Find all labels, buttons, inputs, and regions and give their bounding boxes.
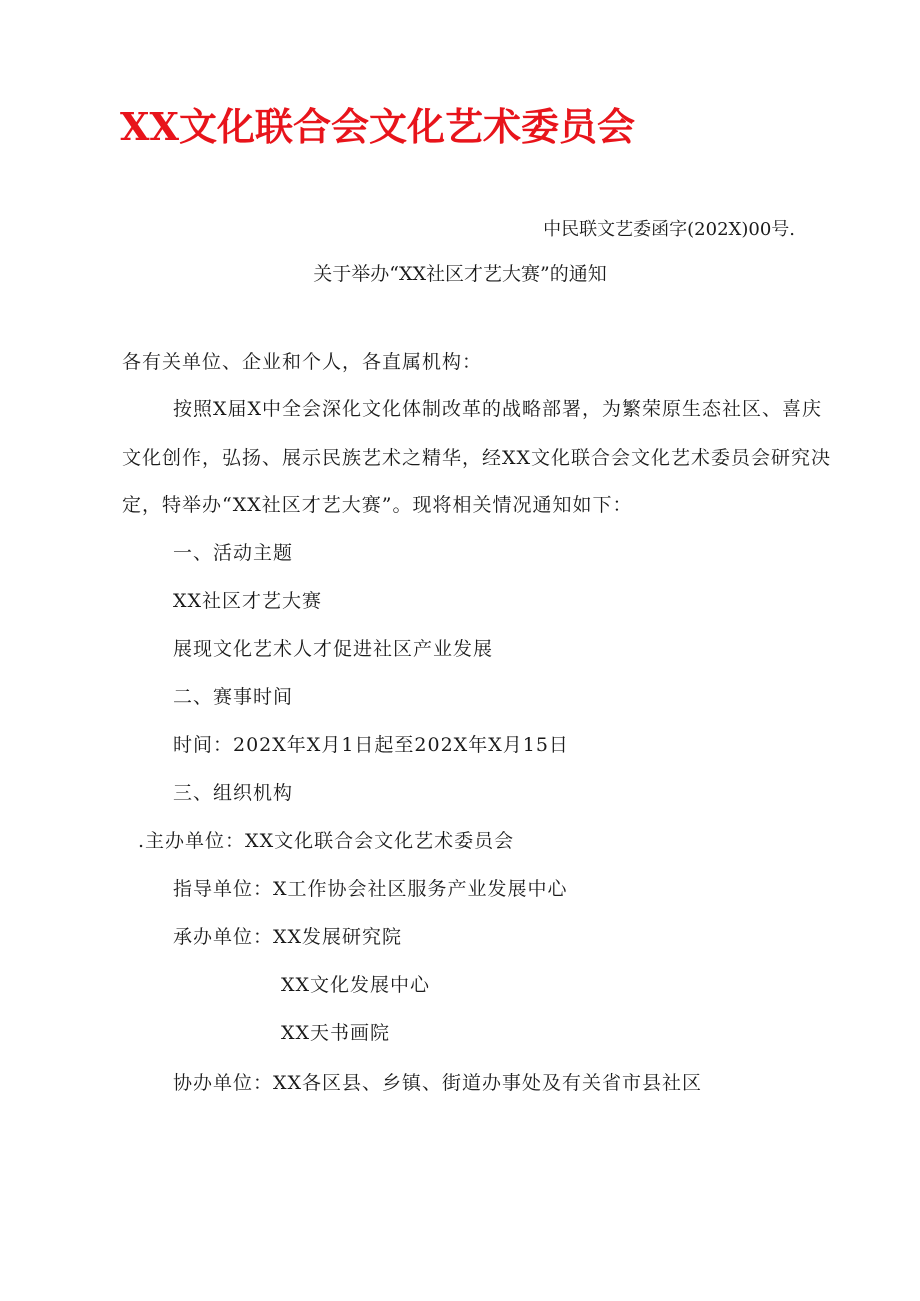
notice-title-text: 关于举办“XX社区才艺大赛”的通知 xyxy=(313,263,607,285)
section-heading-theme: 一、活动主题 xyxy=(173,542,294,564)
undertake-unit-line-3: XX天书画院 xyxy=(281,1022,391,1044)
organization-header-title: XX文化联合会文化艺术委员会 xyxy=(120,104,635,149)
section-heading-time: 二、赛事时间 xyxy=(173,686,294,708)
theme-line-2: 展现文化艺术人才促进社区产业发展 xyxy=(173,638,494,660)
document-number: 中民联文艺委函字(202X)00号. xyxy=(543,219,795,240)
intro-paragraph-line-3: 定，特举办“XX社区才艺大赛”。现将相关情况通知如下： xyxy=(122,494,633,516)
host-unit-line: .主办单位：XX文化联合会文化艺术委员会 xyxy=(138,830,515,852)
event-time-line: 时间：202X年X月1日起至202X年X月15日 xyxy=(173,734,569,756)
theme-line-1: XX社区才艺大赛 xyxy=(173,590,323,612)
intro-paragraph-line-1: 按照X届X中全会深化文化体制改革的战略部署，为繁荣原生态社区、喜庆 xyxy=(173,398,823,420)
notice-title xyxy=(0,259,920,286)
salutation: 各有关单位、企业和个人，各直属机构： xyxy=(122,351,483,373)
undertake-unit-line-1: 承办单位：XX发展研究院 xyxy=(173,926,403,948)
intro-paragraph-line-2: 文化创作，弘扬、展示民族艺术之精华，经XX文化联合会文化艺术委员会研究决 xyxy=(122,447,832,469)
guide-unit-line: 指导单位：X工作协会社区服务产业发展中心 xyxy=(173,878,568,900)
undertake-unit-line-2: XX文化发展中心 xyxy=(281,974,431,996)
section-heading-organization: 三、组织机构 xyxy=(173,782,294,804)
assist-unit-line: 协办单位：XX各区县、乡镇、街道办事处及有关省市县社区 xyxy=(173,1072,703,1094)
